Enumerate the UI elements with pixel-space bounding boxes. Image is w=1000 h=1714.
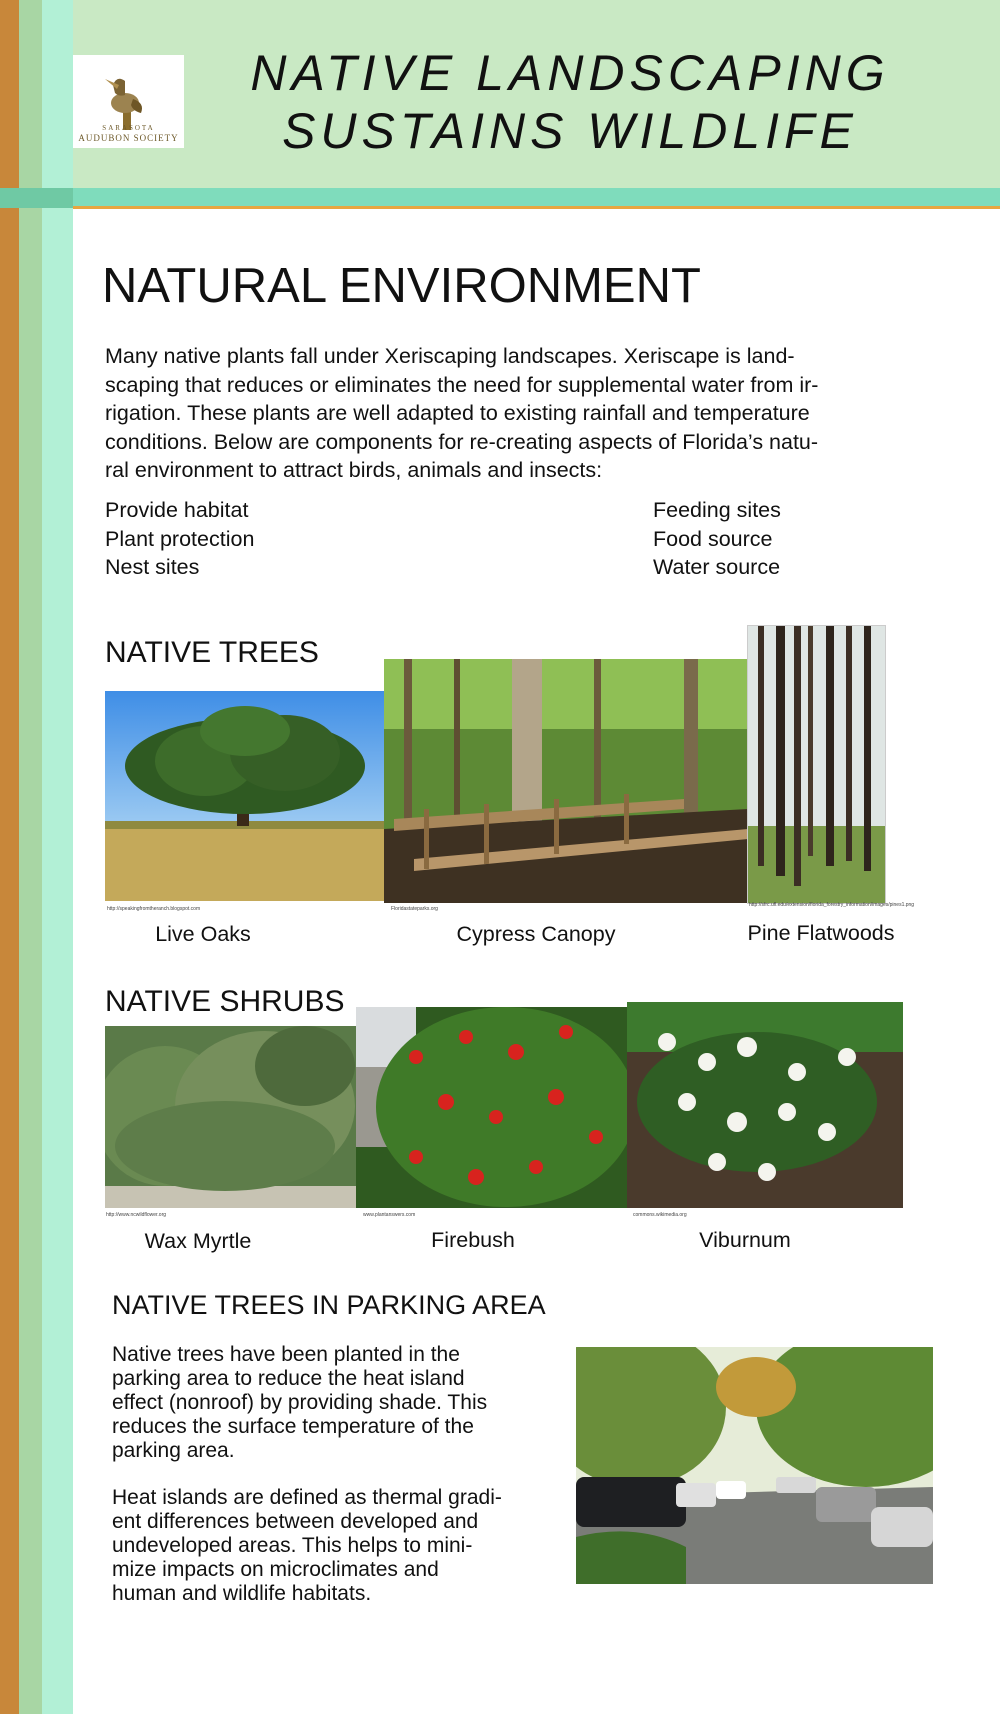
paragraph-line: parking area. <box>112 1439 235 1462</box>
paragraph-line: effect (nonroof) by providing shade. This <box>112 1391 488 1414</box>
firebush-photo <box>356 1007 627 1208</box>
page-title <box>190 44 950 160</box>
paragraph-line: mize impacts on microclimates and <box>112 1558 439 1581</box>
photo-credit: www.plantanswers.com <box>363 1212 416 1218</box>
photo-credit: Floridastateparks.org <box>391 906 438 912</box>
section-heading-parking-area: NATIVE TREES IN PARKING AREA <box>112 1290 546 1320</box>
logo-text-audubon: AUDUBON SOCIETY <box>78 133 179 143</box>
intro-line: ral environment to attract birds, animals and insects: <box>105 458 603 482</box>
photo-credit: commons.wikimedia.org <box>633 1212 687 1218</box>
title-line-2: SUSTAINS WILDLIFE <box>282 103 858 159</box>
intro-line: Many native plants fall under Xeriscaping landscapes. Xeriscape is land- <box>105 344 795 368</box>
paragraph-line: Heat islands are defined as thermal gradi- <box>112 1486 502 1509</box>
live-oaks-photo <box>105 691 385 901</box>
intro-line: conditions. Below are components for re-creating aspects of Florida’s natu- <box>105 429 819 454</box>
caption-pine-flatwoods: Pine Flatwoods <box>747 921 895 945</box>
photo-credit: http://sfrc.ufl.edu/extension/florida_forestry_information/images/pines1.png <box>749 902 915 908</box>
left-band-mint <box>42 0 73 1714</box>
list-item: Nest sites <box>105 555 200 579</box>
list-item: Food source <box>653 526 773 551</box>
intro-paragraph <box>105 342 915 485</box>
paragraph-line: undeveloped areas. This helps to mini- <box>112 1534 473 1557</box>
logo-text-sarasota: SARASOTA <box>102 124 155 132</box>
header-rule <box>0 188 1000 208</box>
section-heading-native-shrubs: NATIVE SHRUBS <box>105 985 345 1018</box>
intro-line: scaping that reduces or eliminates the need for supplemental water from ir- <box>105 372 819 397</box>
caption-firebush: Firebush <box>431 1228 515 1252</box>
paragraph-line: reduces the surface temperature of the <box>112 1415 474 1438</box>
parking-paragraph-2 <box>112 1486 582 1606</box>
list-item: Water source <box>653 555 781 579</box>
title-line-1: NATIVE LANDSCAPING <box>250 45 890 101</box>
paragraph-line: ent differences between developed and <box>112 1510 479 1533</box>
photo-credit: http://speakingfromtheranch.blogspot.com <box>107 906 201 912</box>
viburnum-photo <box>627 1002 903 1208</box>
paragraph-line: Native trees have been planted in the <box>112 1343 460 1366</box>
cypress-canopy-photo <box>384 659 748 903</box>
header-rule-left <box>0 188 73 208</box>
wax-myrtle-photo <box>105 1026 356 1208</box>
caption-live-oaks: Live Oaks <box>155 922 251 946</box>
list-item: Provide habitat <box>105 498 249 522</box>
caption-wax-myrtle: Wax Myrtle <box>144 1229 252 1253</box>
pine-flatwoods-photo <box>747 625 886 904</box>
paragraph-line: human and wildlife habitats. <box>112 1582 372 1605</box>
list-item: Plant protection <box>105 526 255 551</box>
parking-area-photo <box>576 1347 933 1584</box>
caption-viburnum: Viburnum <box>699 1228 791 1252</box>
list-item: Feeding sites <box>653 498 781 522</box>
caption-cypress-canopy: Cypress Canopy <box>456 922 616 946</box>
photo-credit: http://www.ncwildflower.org <box>106 1212 167 1218</box>
intro-line: rigation. These plants are well adapted to existing rainfall and temperature <box>105 401 810 425</box>
section-heading-natural-environment: NATURAL ENVIRONMENT <box>102 259 701 313</box>
paragraph-line: parking area to reduce the heat island <box>112 1367 465 1390</box>
header-rule-accent <box>73 206 1000 209</box>
left-band-green <box>19 0 42 1714</box>
parking-paragraph-1 <box>112 1343 582 1463</box>
section-heading-native-trees: NATIVE TREES <box>105 636 319 669</box>
left-band-orange <box>0 0 19 1714</box>
components-list-left <box>105 496 254 582</box>
components-list-right <box>653 496 781 582</box>
